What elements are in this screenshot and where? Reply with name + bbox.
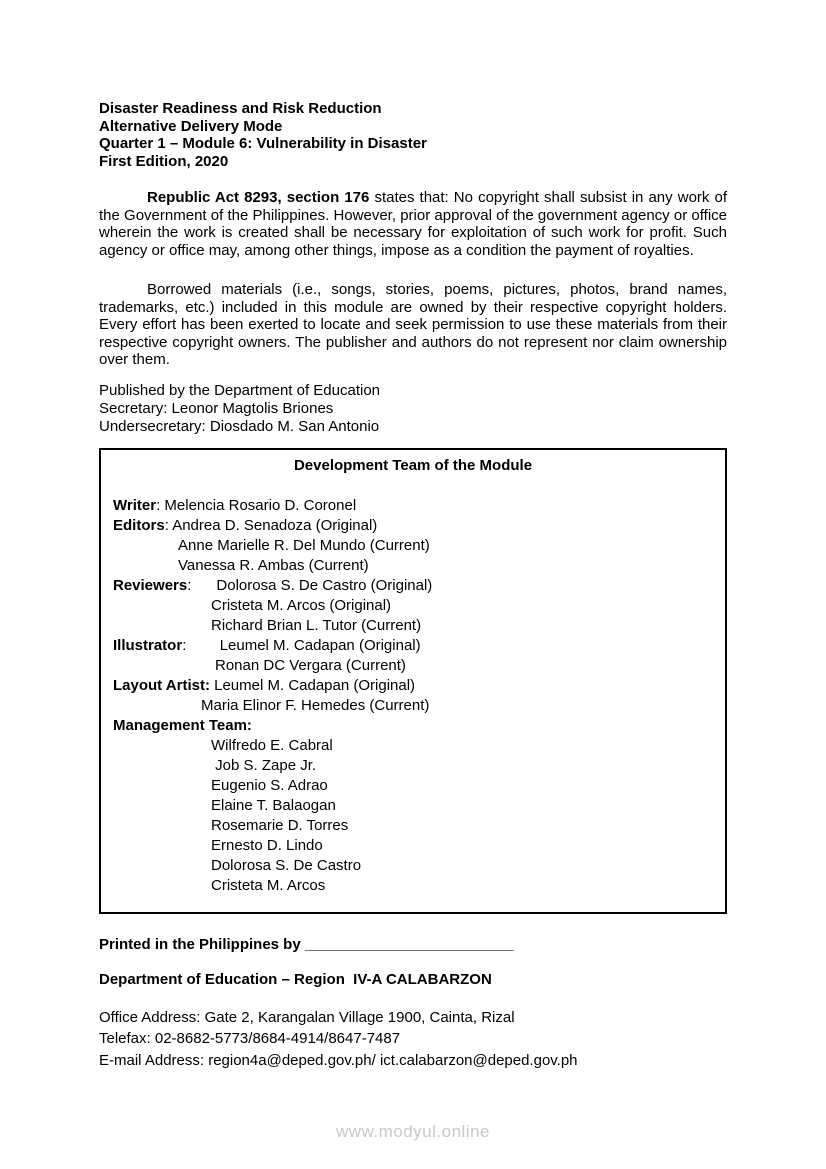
dev-team-member-row: Maria Elinor F. Hemedes (Current) — [201, 696, 430, 714]
editors-label: Editors — [113, 516, 165, 534]
contact-block — [99, 1007, 727, 1072]
management-team-label: Management Team: — [113, 716, 252, 734]
dev-team-member-row: Dolorosa S. De Castro — [211, 856, 362, 874]
dev-team-member-row: Ernesto D. Lindo — [211, 836, 323, 854]
module-title-line: Disaster Readiness and Risk Reduction — [99, 100, 382, 117]
module-title-block — [99, 0, 727, 170]
development-team-title: Development Team of the Module — [293, 456, 533, 474]
department-region-line: Department of Education – Region IV-A CALABARZON — [99, 971, 492, 988]
office-address-line: Office Address: Gate 2, Karangalan Village 1900, Cainta, Rizal — [99, 1008, 515, 1026]
telefax-line: Telefax: 02-8682-5773/8684-4914/8647-7487 — [99, 1030, 401, 1047]
republic-act-lead: Republic Act 8293, section 176 — [147, 189, 370, 206]
borrowed-materials-paragraph: Borrowed materials (i.e., songs, stories, poems, pictures, photos, brand names, trademarks, etc.) included in this module are owned by their respective copyright holders. Every effort has been exerted to locate and seek permission to use these materials from their respective copyright owners. The publisher and authors do not represent nor claim ownership over them. — [99, 281, 727, 368]
dev-team-member-row: Rosemarie D. Torres — [211, 816, 349, 834]
layout-artist-label: Layout Artist: — [113, 676, 210, 694]
module-title-line: First Edition, 2020 — [99, 152, 229, 170]
dev-team-writer: Writer: Melencia Rosario D. Coronel — [113, 496, 357, 514]
dev-team-management — [113, 716, 713, 736]
printed-by-blank: _________________________ — [304, 935, 514, 953]
module-title-line: Quarter 1 – Module 6: Vulnerability in Disaster — [99, 135, 427, 152]
dev-team-layout-artist: Layout Artist: Leumel M. Cadapan (Original) — [113, 676, 416, 694]
dev-team-member-row: Cristeta M. Arcos — [211, 876, 326, 894]
secretary-line: Secretary: Leonor Magtolis Briones — [99, 399, 334, 417]
illustrator-label: Illustrator — [113, 636, 183, 654]
dev-team-illustrator: Illustrator: Leumel M. Cadapan (Original) — [113, 636, 421, 654]
reviewers-label: Reviewers — [113, 576, 188, 594]
site-watermark: www.modyul.online — [335, 1122, 490, 1141]
printed-in-philippines-line — [99, 936, 727, 954]
copyright-paragraph-text: states that: No copyright shall subsist in any work of the Government of the Philippines. However, prior approval of the government agency or office wherein the work is created shall be necessary for exploitation of such work for profit. Such agency or office may, among other things, impose as a condition the payment of royalties. — [99, 189, 727, 259]
writer-label: Writer — [113, 496, 157, 514]
published-by-line: Published by the Department of Education — [99, 381, 381, 399]
dev-team-member-row: Richard Brian L. Tutor (Current) — [211, 616, 422, 634]
dev-team-member-row: Eugenio S. Adrao — [211, 776, 328, 794]
module-title-line: Alternative Delivery Mode — [99, 117, 283, 135]
dev-team-member-row: Anne Marielle R. Del Mundo (Current) — [178, 536, 430, 554]
printed-by-label: Printed in the Philippines by — [99, 935, 305, 953]
email-address-line: E-mail Address: region4a@deped.gov.ph/ ict.calabarzon@deped.gov.ph — [99, 1051, 578, 1069]
dev-team-member-row: Cristeta M. Arcos (Original) — [211, 596, 392, 614]
publisher-block — [99, 382, 727, 436]
dev-team-member-row: Ronan DC Vergara (Current) — [215, 656, 406, 674]
dev-team-member-row: Wilfredo E. Cabral — [211, 736, 333, 754]
dev-team-member-row: Elaine T. Balaogan — [211, 796, 336, 814]
dev-team-member-row: Job S. Zape Jr. — [211, 756, 317, 774]
dev-team-member-row: Vanessa R. Ambas (Current) — [178, 556, 369, 574]
dev-team-editors: Editors: Andrea D. Senadoza (Original) — [113, 516, 378, 534]
undersecretary-line: Undersecretary: Diosdado M. San Antonio — [99, 417, 380, 435]
development-team-box — [99, 448, 727, 914]
copyright-paragraph — [99, 189, 727, 259]
dev-team-reviewers: Reviewers: Dolorosa S. De Castro (Original) — [113, 576, 433, 594]
